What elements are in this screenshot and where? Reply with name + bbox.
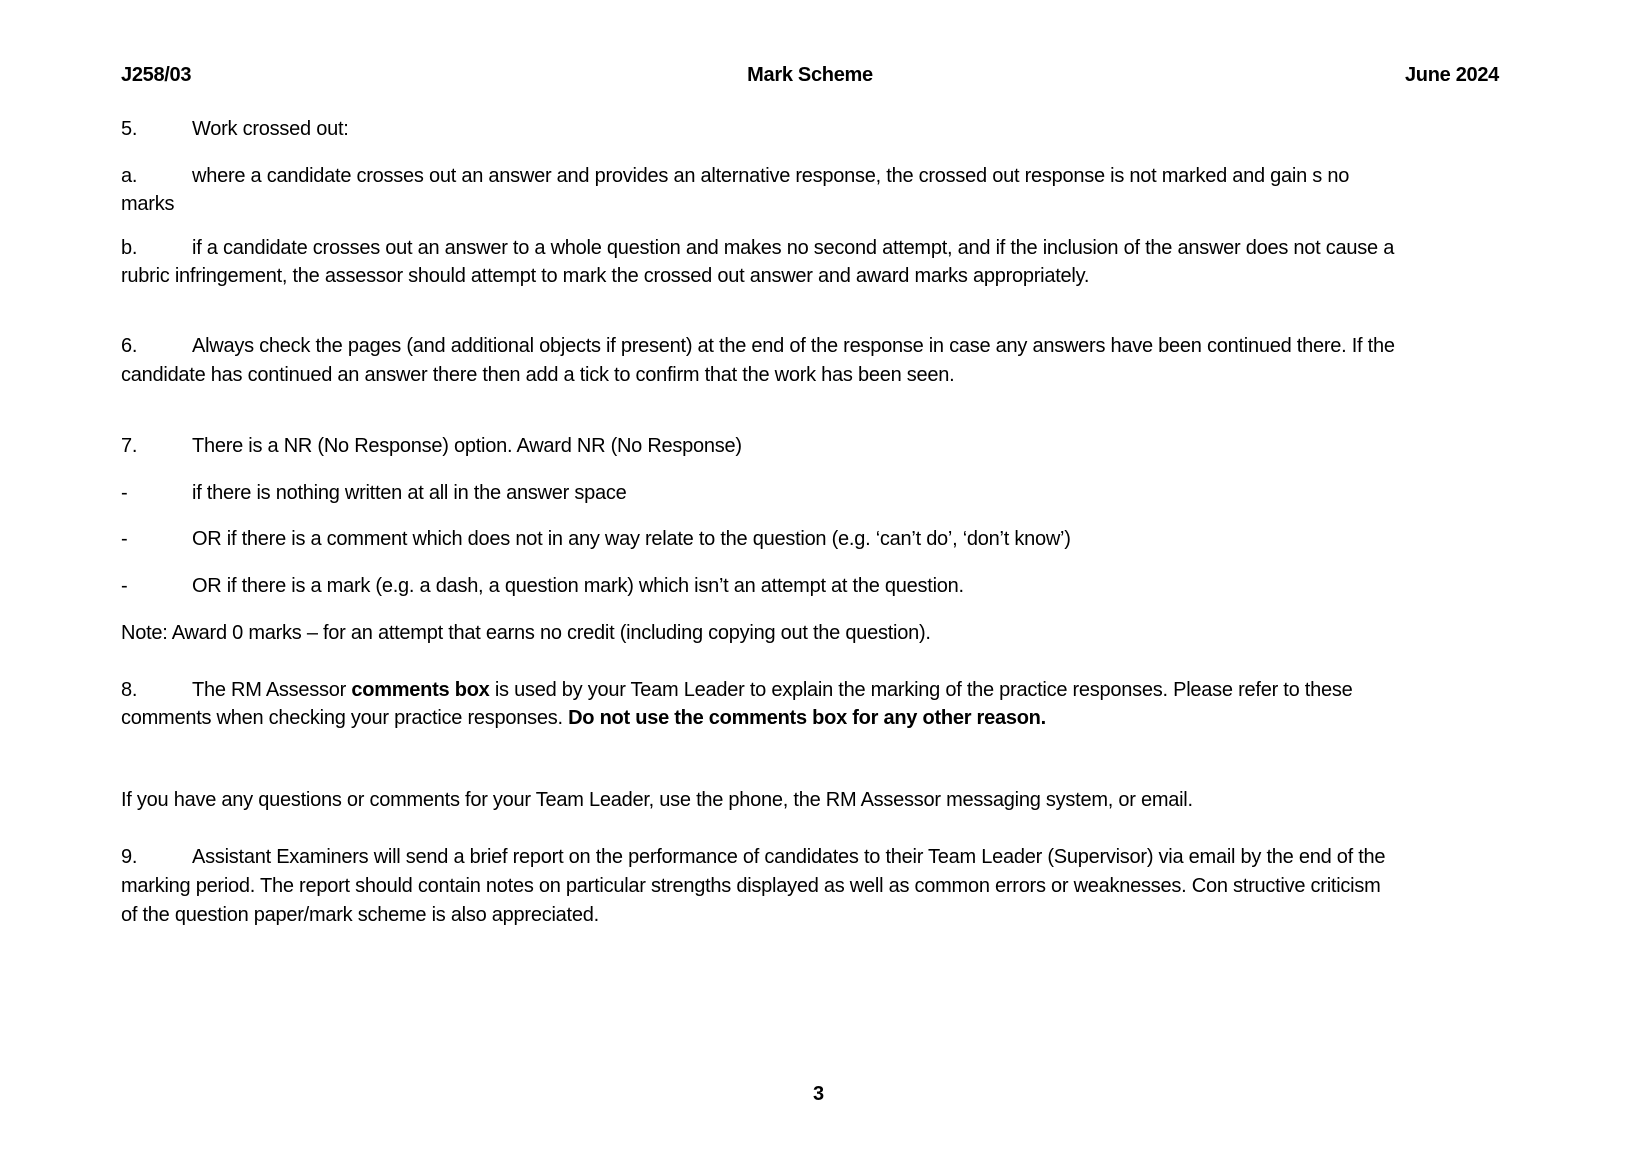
exam-date: June 2024 <box>1404 64 1499 86</box>
section-text-pre: The RM Assessor <box>192 679 352 701</box>
section-text-continued: of the question paper/mark scheme is also appreciated. <box>121 904 599 926</box>
section-number: 6. <box>121 335 138 357</box>
section-text-post: is used by your Team Leader to explain the marking of the practice responses. Please refer to these <box>489 679 1353 701</box>
section-number: 8. <box>121 679 138 701</box>
section-7-bullet <box>121 525 1531 553</box>
section-9 <box>121 843 1531 930</box>
section-7 <box>121 432 1531 460</box>
section-text: Work crossed out: <box>192 118 349 140</box>
section-text: Always check the pages (and additional objects if present) at the end of the response in case any answers have been continued there. If the <box>192 335 1395 357</box>
warning-emphasis: Do not use the comments box for any other reason. <box>568 707 1046 729</box>
section-text-continued: candidate has continued an answer there then add a tick to confirm that the work has been seen. <box>121 364 955 386</box>
item-text-continued: rubric infringement, the assessor should attempt to mark the crossed out answer and award marks appropriately. <box>121 265 1090 287</box>
section-8-extra <box>121 786 1531 814</box>
bullet-marker: - <box>121 528 128 550</box>
bullet-text: if there is nothing written at all in the answer space <box>192 482 627 504</box>
section-7-note <box>121 619 1531 647</box>
section-5-heading <box>121 115 1531 143</box>
section-6 <box>121 332 1531 390</box>
bullet-text: OR if there is a mark (e.g. a dash, a question mark) which isn’t an attempt at the question. <box>192 575 964 597</box>
bullet-marker: - <box>121 482 128 504</box>
item-label: b. <box>121 237 138 259</box>
note-text: Note: Award 0 marks – for an attempt that earns no credit (including copying out the question). <box>121 622 931 644</box>
bullet-text: OR if there is a comment which does not in any way relate to the question (e.g. ‘can’t do’, ‘don’t know’) <box>192 528 1071 550</box>
section-8 <box>121 676 1531 732</box>
section-5a <box>121 162 1531 218</box>
page-number: 3 <box>812 1083 825 1105</box>
section-7-bullet <box>121 572 1531 600</box>
section-text-continued: marking period. The report should contain notes on particular strengths displayed as well as common errors or weaknesses. Con structive criticism <box>121 875 1381 897</box>
section-7-bullet <box>121 479 1531 507</box>
section-text: There is a NR (No Response) option. Award NR (No Response) <box>192 435 742 457</box>
item-label: a. <box>121 165 138 187</box>
bullet-marker: - <box>121 575 128 597</box>
item-text: where a candidate crosses out an answer and provides an alternative response, the crossed out response is not marked and gain s no <box>192 165 1350 187</box>
section-number: 5. <box>121 118 138 140</box>
section-text: If you have any questions or comments for your Team Leader, use the phone, the RM Assessor messaging system, or email. <box>121 789 1193 811</box>
section-text: Assistant Examiners will send a brief report on the performance of candidates to their Team Leader (Supervisor) via email by the end of the <box>192 846 1386 868</box>
document-title: Mark Scheme <box>747 64 873 86</box>
item-text-continued: marks <box>121 193 175 215</box>
page-header <box>121 64 1499 90</box>
item-text: if a candidate crosses out an answer to a whole question and makes no second attempt, and if the inclusion of the answer does not cause a <box>192 237 1395 259</box>
paper-code: J258/03 <box>121 64 192 86</box>
section-number: 7. <box>121 435 138 457</box>
section-5b <box>121 234 1531 290</box>
comments-box-emphasis: comments box <box>351 679 490 701</box>
section-text-continued: comments when checking your practice responses. <box>121 707 569 729</box>
section-number: 9. <box>121 846 138 868</box>
